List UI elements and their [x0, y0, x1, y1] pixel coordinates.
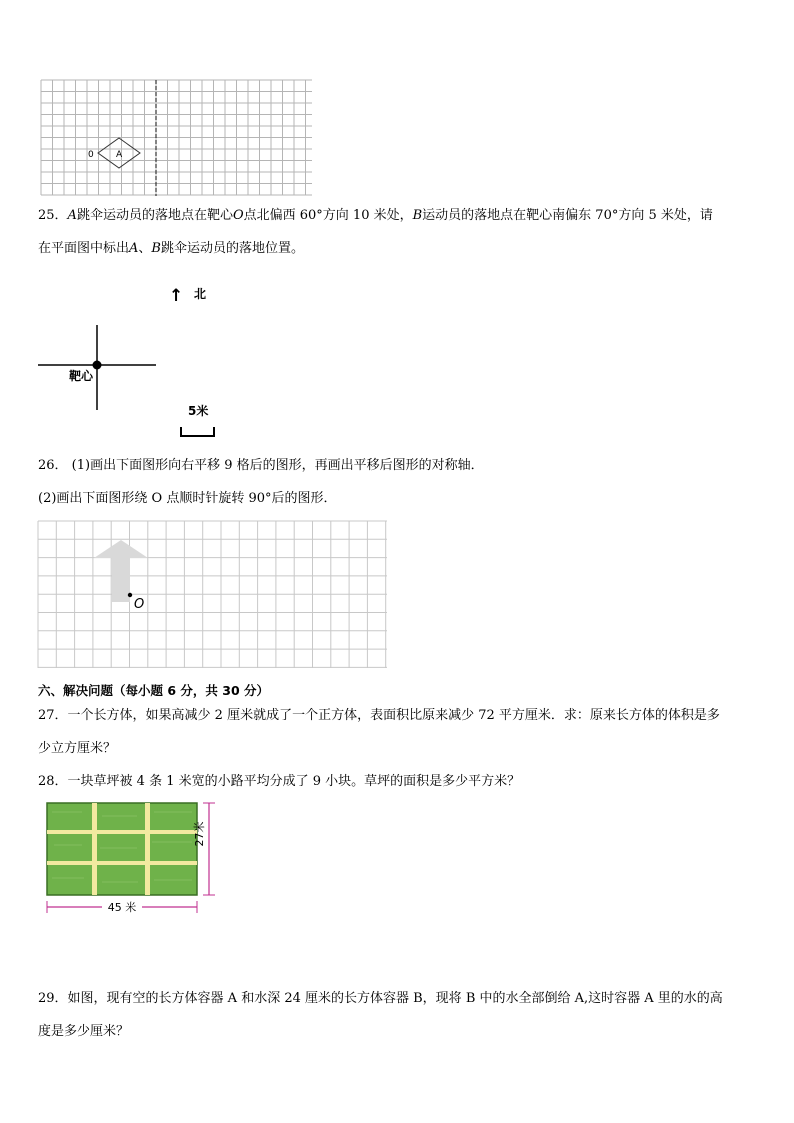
width-label: 45 米 — [107, 901, 137, 914]
north-label: 北 — [194, 287, 207, 301]
target-center-dot — [93, 361, 102, 370]
grid1-point-label: 0 — [88, 150, 94, 160]
path-horizontal-2 — [47, 861, 197, 865]
question-26: 26． (1)画出下面图形向右平移 9 格后的图形，再画出平移后图形的对称轴． (2)画出下面图形绕 O 点顺时针旋转 90°后的图形． — [38, 458, 484, 506]
rhombus-label: A — [116, 150, 123, 160]
target-center-label: 靶心 — [69, 369, 94, 383]
north-arrow-icon: ↑ — [169, 286, 184, 306]
lawn-figure — [42, 800, 232, 916]
question-28: 28．一块草坪被 4 条 1 米宽的小路平均分成了 9 小块。草坪的面积是多少平方米？ — [38, 774, 521, 789]
path-horizontal-1 — [47, 830, 197, 834]
question-27: 27．一个长方体，如果高减少 2 厘米就成了一个正方体，表面积比原来减少 72 平方厘米．求：原来长方体的体积是多 少立方厘米？ — [38, 708, 720, 756]
point-o-label: O — [134, 597, 145, 612]
lawn-area — [47, 803, 197, 895]
scale-label: 5米 — [188, 404, 209, 418]
path-vertical-1 — [92, 803, 97, 895]
arrow-shape — [94, 540, 148, 602]
path-vertical-2 — [145, 803, 150, 895]
height-label: 27米 — [193, 821, 206, 847]
grid-2-lines — [38, 521, 387, 668]
compass-figure — [36, 278, 236, 448]
question-25: 25．A跳伞运动员的落地点在靶心O点北偏西 60°方向 10 米处，B运动员的落地点在靶心南偏东 70°方向 5 米处，请 在平面图中标出A、B跳伞运动员的落地位置。 — [38, 208, 713, 256]
question-29: 29．如图，现有空的长方体容器 A 和水深 24 厘米的长方体容器 B，现将 B 中的水全部倒给 A,这时容器 A 里的水的高 度是多少厘米？ — [38, 991, 723, 1039]
grid-figure-2 — [37, 520, 389, 670]
point-o-dot — [128, 593, 132, 597]
grid-figure-1 — [40, 79, 314, 197]
section-6-title: 六、解决问题（每小题 6 分，共 30 分） — [38, 683, 270, 698]
grid-1-lines — [41, 80, 312, 195]
scale-bar — [181, 427, 214, 436]
